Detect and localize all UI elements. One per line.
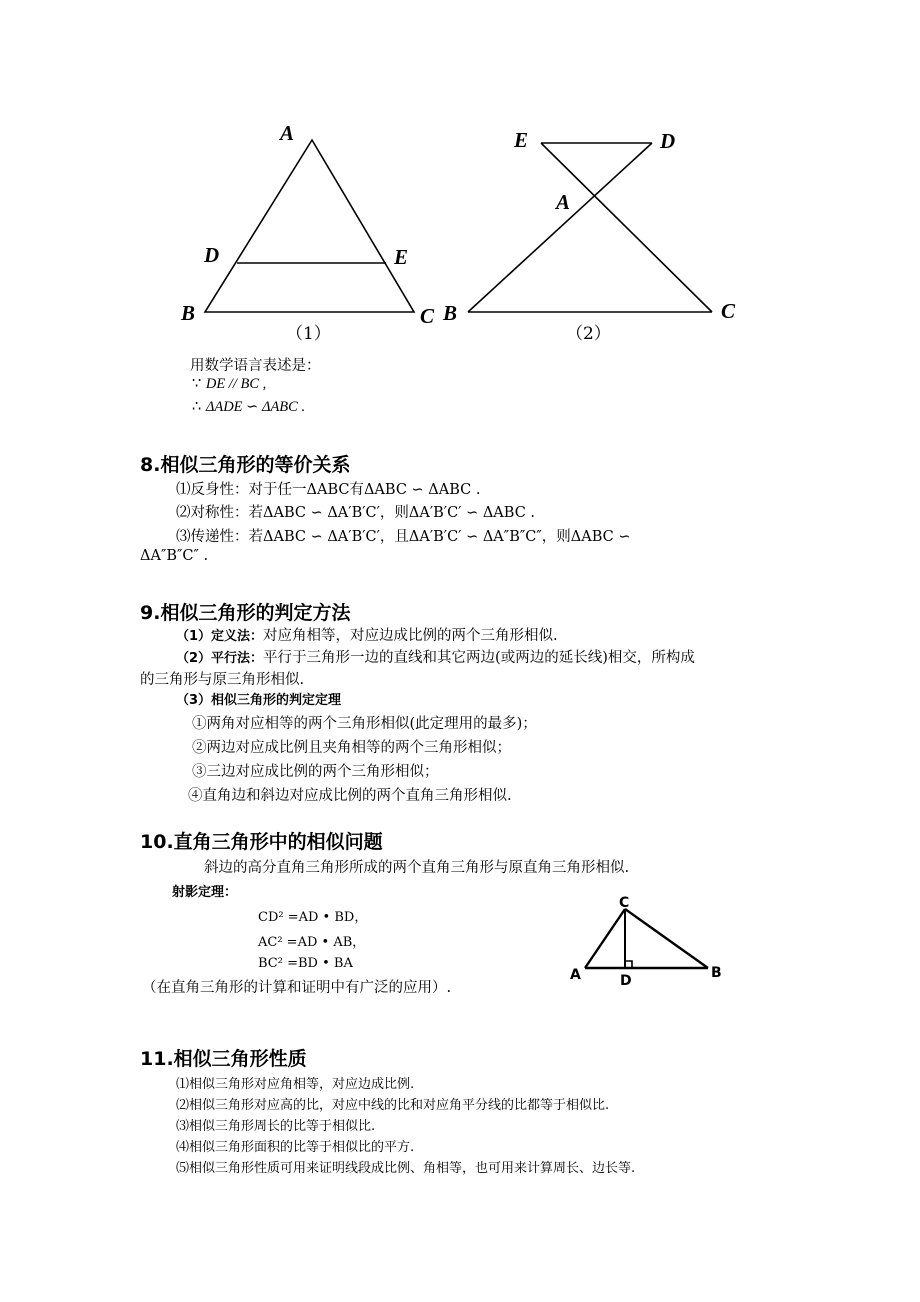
statement-therefore bbox=[192, 399, 305, 416]
label-b: B bbox=[711, 965, 722, 981]
statement-intro: 用数学语言表述是： bbox=[190, 358, 321, 374]
section-11-title: 11.相似三角形性质 bbox=[140, 1048, 307, 1070]
figure-2 bbox=[442, 128, 736, 344]
section-11-item-5: ⑸相似三角形性质可用来证明线段成比例、角相等，也可用来计算周长、边长等. bbox=[176, 1161, 636, 1176]
formula-1: CD² =AD • BD， bbox=[258, 910, 368, 925]
method-2 bbox=[176, 646, 695, 667]
section-11-item-4: ⑷相似三角形面积的比等于相似比的平方. bbox=[176, 1140, 415, 1155]
label-a-1: A bbox=[280, 121, 295, 145]
method-2-text: 平行于三角形一边的直线和其它两边(或两边的延长线)相交，所构成 bbox=[263, 650, 695, 666]
label-c-1: C bbox=[420, 304, 435, 328]
segment-cb bbox=[625, 909, 708, 968]
figure-1 bbox=[180, 121, 435, 344]
label-d-1: D bbox=[204, 243, 220, 267]
section-11-item-2: ⑵相似三角形对应高的比，对应中线的比和对应角平分线的比都等于相似比. bbox=[176, 1098, 610, 1113]
theorem-3: ③三边对应成比例的两个三角形相似； bbox=[192, 764, 439, 780]
theorem-4: ④直角边和斜边对应成比例的两个直角三角形相似. bbox=[188, 788, 512, 804]
formula-2: AC² =AD • AB， bbox=[258, 935, 366, 950]
method-2-cont: 的三角形与原三角形相似. bbox=[140, 672, 305, 688]
right-triangle-figure bbox=[560, 888, 740, 993]
statement-because bbox=[192, 376, 266, 393]
section-10-desc: 斜边的高分直角三角形所成的两个直角三角形与原直角三角形相似. bbox=[204, 860, 630, 876]
label-e-1: E bbox=[394, 245, 409, 269]
section-11-item-1: ⑴相似三角形对应角相等，对应边成比例. bbox=[176, 1077, 415, 1092]
because-expression: DE // BC , bbox=[205, 376, 267, 392]
section-8-title: 8.相似三角形的等价关系 bbox=[140, 454, 351, 476]
projection-theorem-label: 射影定理： bbox=[172, 885, 238, 900]
section-10-note: （在直角三角形的计算和证明中有广泛的应用）. bbox=[142, 980, 452, 996]
method-1-label: （1）定义法： bbox=[176, 629, 264, 644]
theorem-2: ②两边对应成比例且夹角相等的两个三角形相似； bbox=[192, 740, 511, 756]
section-8-item-3: ⑶传递性：若ΔABC ∽ ΔA′B′C′，且ΔA′B′C′ ∽ ΔA″B″C″，则ΔABC ∽ bbox=[176, 529, 631, 545]
label-b-1: B bbox=[181, 301, 196, 325]
method-1-text: 对应角相等，对应边成比例的两个三角形相似. bbox=[263, 628, 558, 644]
figure-1-caption: （1） bbox=[286, 324, 331, 344]
section-10-title: 10.直角三角形中的相似问题 bbox=[140, 831, 383, 853]
section-9-title: 9.相似三角形的判定方法 bbox=[140, 602, 351, 624]
segment-ac bbox=[585, 909, 625, 968]
label-e-2: E bbox=[514, 128, 529, 152]
formula-3: BC² =BD • BA bbox=[258, 956, 353, 971]
label-a-2: A bbox=[556, 190, 571, 214]
theorem-1: ①两角对应相等的两个三角形相似(此定理用的最多)； bbox=[192, 716, 537, 732]
similar-triangles-figures bbox=[0, 0, 920, 350]
therefore-expression: ΔADE ∽ ΔABC . bbox=[205, 399, 306, 415]
method-1 bbox=[176, 624, 558, 645]
section-8-item-1: ⑴反身性：对于任一ΔABC有ΔABC ∽ ΔABC . bbox=[176, 482, 481, 498]
label-b-2: B bbox=[443, 301, 458, 325]
method-2-label: （2）平行法： bbox=[176, 651, 264, 666]
segment-ec bbox=[541, 143, 712, 312]
label-a: A bbox=[570, 967, 581, 983]
section-8-item-3-cont: ΔA″B″C″ . bbox=[140, 548, 209, 564]
section-8-item-2: ⑵对称性：若ΔABC ∽ ΔA′B′C′，则ΔA′B′C′ ∽ ΔABC . bbox=[176, 505, 536, 521]
label-c-2: C bbox=[721, 299, 736, 323]
label-d-2: D bbox=[660, 129, 676, 153]
label-d: D bbox=[620, 973, 632, 989]
triangle-abc-1 bbox=[205, 140, 414, 312]
therefore-symbol: ∴ bbox=[192, 399, 202, 415]
label-c: C bbox=[619, 895, 630, 911]
section-11-item-3: ⑶相似三角形周长的比等于相似比. bbox=[176, 1119, 376, 1134]
because-symbol: ∵ bbox=[192, 376, 202, 392]
method-3-label: （3）相似三角形的判定定理 bbox=[176, 693, 342, 708]
figure-2-caption: （2） bbox=[566, 324, 611, 344]
segment-db bbox=[468, 143, 652, 312]
